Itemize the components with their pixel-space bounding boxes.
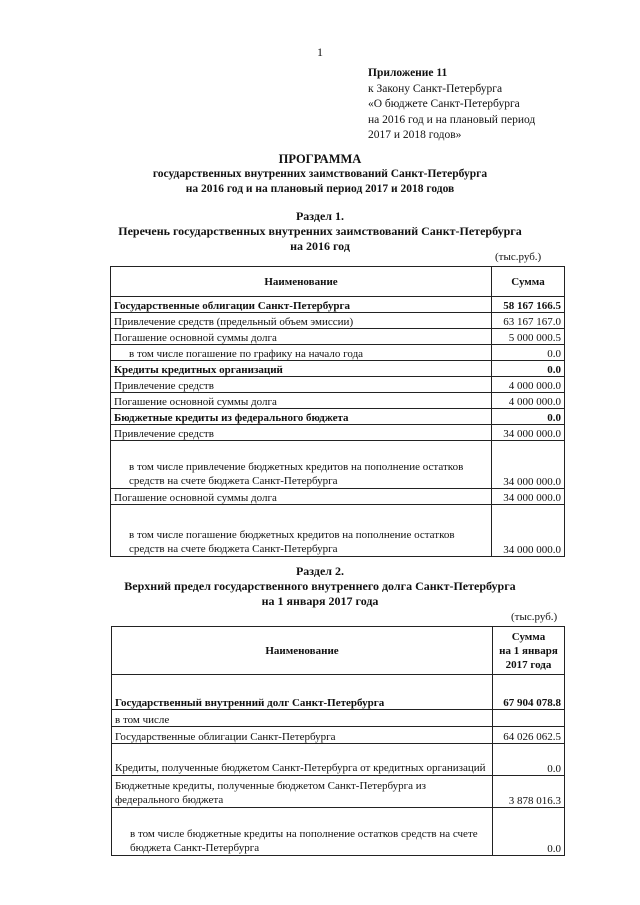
section2-heading	[60, 564, 580, 609]
page-number: 1	[317, 45, 323, 59]
column-header-sum-line: 2017 года	[505, 658, 552, 671]
program-subtitle-line: на 2016 год и на плановый период 2017 и 2018 годов	[185, 183, 455, 195]
table-row	[111, 505, 565, 557]
row-amount	[493, 710, 565, 727]
table-row	[111, 313, 565, 329]
section2-heading-line: Верхний предел государственного внутреннего долга Санкт-Петербурга	[124, 579, 516, 593]
row-amount: 34 000 000.0	[492, 505, 565, 557]
row-name: Погашение основной суммы долга	[111, 329, 492, 345]
row-amount: 34 000 000.0	[492, 441, 565, 489]
row-name: Государственные облигации Санкт-Петербурга	[111, 297, 492, 313]
row-amount: 34 000 000.0	[492, 489, 565, 505]
row-name: Бюджетные кредиты, полученные бюджетом Санкт-Петербурга из федерального бюджета	[112, 776, 493, 808]
row-name: Привлечение средств	[111, 425, 492, 441]
table-row	[111, 329, 565, 345]
row-name: в том числе погашение по графику на начало года	[111, 345, 492, 361]
row-amount: 0.0	[493, 744, 565, 776]
table-row	[111, 393, 565, 409]
appendix-line: «О бюджете Санкт-Петербурга	[368, 98, 520, 110]
table-row	[111, 345, 565, 361]
column-header-name: Наименование	[112, 627, 493, 675]
section1-unit: (тыс.руб.)	[495, 251, 542, 263]
program-subtitle	[60, 167, 580, 197]
section2-heading-line: на 1 января 2017 года	[261, 594, 379, 608]
row-amount: 34 000 000.0	[492, 425, 565, 441]
row-amount: 64 026 062.5	[493, 727, 565, 744]
section1-heading-line: на 2016 год	[290, 239, 350, 253]
row-name: Государственный внутренний долг Санкт-Петербурга	[112, 675, 493, 710]
table-row	[111, 377, 565, 393]
row-amount: 58 167 166.5	[492, 297, 565, 313]
table-row	[111, 361, 565, 377]
row-amount: 3 878 016.3	[493, 776, 565, 808]
section1-heading	[60, 209, 580, 254]
section1-heading-line: Раздел 1.	[295, 209, 345, 223]
table-row	[112, 776, 565, 808]
section2-table	[111, 626, 565, 856]
section1-table	[110, 266, 565, 557]
appendix-line: 2017 и 2018 годов»	[368, 129, 462, 141]
row-amount: 0.0	[493, 808, 565, 856]
row-amount: 0.0	[492, 361, 565, 377]
row-amount: 4 000 000.0	[492, 377, 565, 393]
appendix-line: к Закону Санкт-Петербурга	[368, 82, 503, 95]
row-name: Государственные облигации Санкт-Петербурга	[112, 727, 493, 744]
table-row	[112, 727, 565, 744]
table-row	[111, 489, 565, 505]
row-name: Кредиты, полученные бюджетом Санкт-Петербурга от кредитных организаций	[112, 744, 493, 776]
column-header-name: Наименование	[111, 267, 492, 297]
program-subtitle-line: государственных внутренних заимствований Санкт-Петербурга	[152, 168, 488, 180]
section2-heading-line: Раздел 2.	[295, 564, 345, 578]
row-name: в том числе	[112, 710, 493, 727]
row-name: Привлечение средств (предельный объем эмиссии)	[111, 313, 492, 329]
row-amount: 5 000 000.5	[492, 329, 565, 345]
column-header-sum-line: на 1 января	[499, 644, 558, 657]
row-amount: 0.0	[492, 409, 565, 425]
appendix-reference	[368, 66, 535, 144]
column-header-sum: Сумма	[492, 267, 565, 297]
row-name: в том числе бюджетные кредиты на пополнение остатков средств на счете бюджета Санкт-Петербурга	[112, 808, 493, 856]
program-title: ПРОГРАММА	[278, 152, 362, 166]
table-row	[112, 675, 565, 710]
table-row	[111, 409, 565, 425]
row-name: Привлечение средств	[111, 377, 492, 393]
row-name: в том числе погашение бюджетных кредитов на пополнение остатков средств на счете бюджета Санкт-Петербурга	[111, 505, 492, 557]
row-amount: 63 167 167.0	[492, 313, 565, 329]
row-amount: 67 904 078.8	[493, 675, 565, 710]
table-row	[111, 441, 565, 489]
table-row	[112, 710, 565, 727]
row-name: Бюджетные кредиты из федерального бюджета	[111, 409, 492, 425]
table-row	[112, 808, 565, 856]
table-row	[112, 744, 565, 776]
row-name: Погашение основной суммы долга	[111, 489, 492, 505]
section2-unit: (тыс.руб.)	[511, 611, 558, 623]
column-header-sum-line: Сумма	[511, 630, 546, 643]
table-row	[111, 425, 565, 441]
column-header-sum	[493, 627, 565, 675]
table-row	[111, 297, 565, 313]
row-name: в том числе привлечение бюджетных кредитов на пополнение остатков средств на счете бюджета Санкт-Петербурга	[111, 441, 492, 489]
appendix-title: Приложение 11	[368, 67, 448, 79]
row-name: Погашение основной суммы долга	[111, 393, 492, 409]
row-name: Кредиты кредитных организаций	[111, 361, 492, 377]
section1-heading-line: Перечень государственных внутренних заимствований Санкт-Петербурга	[118, 224, 522, 238]
row-amount: 0.0	[492, 345, 565, 361]
appendix-line: на 2016 год и на плановый период	[368, 113, 536, 126]
row-amount: 4 000 000.0	[492, 393, 565, 409]
